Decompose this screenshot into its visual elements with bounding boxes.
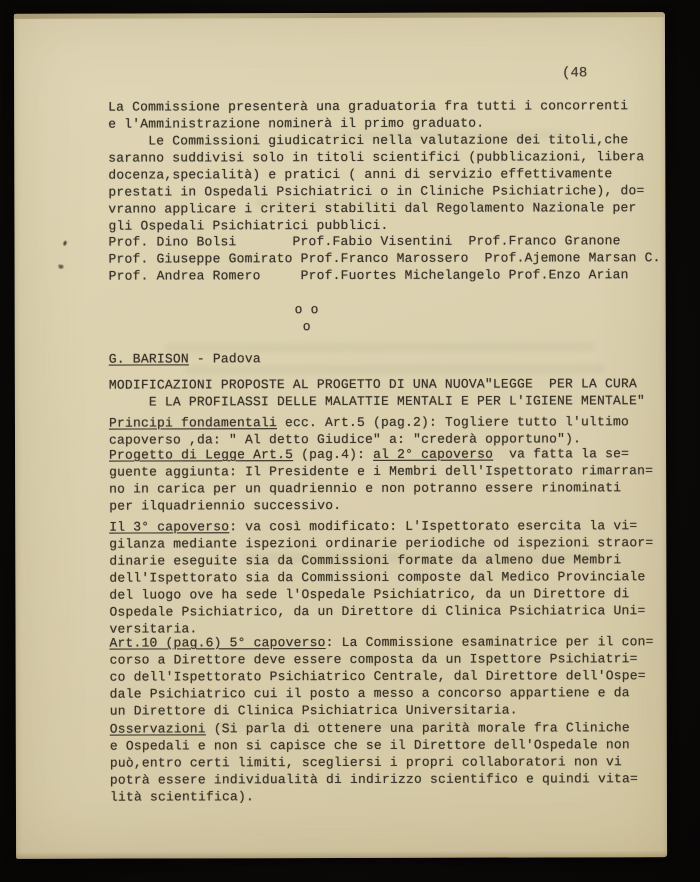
- text-line: gli Ospedali Psichiatrici pubblici.: [108, 217, 389, 234]
- text-line: [110, 719, 655, 737]
- text-line: e l'Amministrazione nominerà il primo graduato.: [108, 115, 485, 132]
- text-line: Le Commissioni giudicatrici nella valutazione dei titoli,che: [108, 132, 629, 149]
- text-line: dale Psichiatrico cui il posto a messo a concorso appartiene e da: [109, 685, 630, 702]
- underlined-text: Principi fondamentali: [108, 415, 278, 431]
- text-line: saranno suddivisi solo in titoli scientifici (pubblicazioni, libera: [108, 149, 645, 166]
- text-line: [109, 349, 654, 367]
- author-heading: [109, 349, 654, 367]
- margin-ink-mark: [63, 240, 68, 246]
- text-line: un Direttore di Clinica Psichiatrica Universitaria.: [109, 702, 518, 719]
- underlined-text: Il 3° capoverso: [109, 519, 230, 535]
- text-line: [110, 633, 655, 651]
- text-line: e Ospedali e non si capisce che se il Direttore dell'Ospedale non: [109, 737, 630, 754]
- text-line: prestati in Ospedali Psichiatrici o in Cliniche Psichiatriche), do=: [108, 183, 645, 200]
- text-line: dell'Ispettorato sia da Commissioni composte dal Medico Provinciale: [109, 569, 646, 586]
- paragraph-commissione: [108, 97, 653, 234]
- underlined-text: Progetto di Legge Art.5: [109, 447, 294, 463]
- text-line: MODIFICAZIONI PROPOSTE AL PROGETTO DI UNA NUOVA"LEGGE PER LA CURA: [108, 376, 637, 393]
- text-segment: : La Commissione esaminatrice per il con=: [325, 634, 654, 651]
- text-line: guente aggiunta: Il Presidente e i Membri dell'Ispettorato rimarran=: [109, 463, 654, 480]
- text-line: Prof. Giuseppe Gomirato Prof.Franco Marossero Prof.Ajemone Marsan C.: [108, 250, 661, 267]
- text-line: vranno applicare i criteri stabiliti dal Regolamento Nazionale per: [108, 200, 637, 217]
- text-line: o: [294, 319, 311, 335]
- text-line: no in carica per un quadriennio e non potranno essere rinominati: [109, 480, 622, 497]
- text-line: [109, 517, 654, 535]
- margin-ink-mark: [59, 265, 64, 269]
- text-line: gilanza mediante ispezioni ordinarie periodiche od ispezioni straor=: [109, 535, 654, 552]
- text-segment: ecc. Art.5 (pag.2): Togliere tutto l'ultimo: [276, 414, 630, 431]
- text-line: del luogo ove ha sede l'Ospedale Psichiatrico, da un Direttore di: [109, 586, 630, 603]
- text-segment: (Si parla di ottenere una parità morale fra Cliniche: [205, 720, 630, 737]
- text-segment: - Padova: [188, 351, 261, 367]
- text-line: per ilquadriennio successivo.: [109, 497, 342, 514]
- text-line: docenza,specialità) e pratici ( anni di servizio effettivamente: [108, 166, 613, 183]
- text-line: La Commissione presenterà una graduatoria fra tutti i concorrenti: [108, 98, 629, 115]
- page-number: (48: [562, 65, 588, 82]
- section-separator-ornament: [295, 301, 319, 335]
- text-line: [109, 445, 654, 463]
- paragraph-osservazioni: [110, 719, 655, 805]
- text-segment: : va così modificato: L'Ispettorato esercita la vi=: [229, 518, 638, 535]
- text-line: [109, 413, 654, 431]
- text-line: dinarie eseguite sia da Commissioni formate da almeno due Membri: [109, 552, 622, 569]
- underlined-text: al 2° capoverso: [373, 446, 494, 462]
- underlined-text: Art.10 (pag.6) 5° capoverso: [109, 635, 326, 651]
- text-line: o o: [294, 302, 319, 318]
- paragraph-principi: [109, 413, 654, 448]
- paragraph-art10: [110, 633, 655, 719]
- text-line: co dell'Ispettorato Psichiatrico Centrale, dal Direttore dell'Ospe=: [109, 668, 646, 685]
- paragraph-progetto-legge: [109, 445, 654, 514]
- text-line: corso a Direttore deve essere composta da un Ispettore Psichiatri=: [109, 651, 638, 668]
- paragraph-terzo-capoverso: [109, 517, 654, 637]
- text-segment: (pag.4):: [293, 446, 374, 463]
- text-line: può,entro certi limiti, scegliersi i propri collaboratori non vi: [109, 754, 622, 771]
- text-line: Prof. Dino Bolsi Prof.Fabio Visentini Prof.Franco Granone: [108, 233, 621, 250]
- text-segment: va fatta la se=: [493, 446, 630, 462]
- document-page: [14, 12, 667, 859]
- text-line: potrà essere individualità di indirizzo scientifico e quindi vita=: [109, 771, 639, 788]
- text-line: capoverso ,da: " Al detto Giudice" a: "crederà opportuno").: [108, 431, 582, 448]
- underlined-text: G. BARISON: [108, 351, 189, 367]
- text-line: Ospedale Psichiatrico, da un Direttore di Clinica Psichiatrica Uni=: [109, 603, 646, 620]
- text-line: lità scientifica).: [109, 789, 254, 805]
- text-line: Prof. Andrea Romero Prof.Fuortes Michelangelo Prof.Enzo Arian: [108, 267, 629, 284]
- professors-list: [108, 232, 661, 284]
- text-line: E LA PROFILASSI DELLE MALATTIE MENTALI E PER L'IGIENE MENTALE": [108, 393, 646, 410]
- text-line: versitaria.: [109, 621, 198, 637]
- document-title: [109, 375, 654, 410]
- underlined-text: Osservazioni: [109, 721, 206, 737]
